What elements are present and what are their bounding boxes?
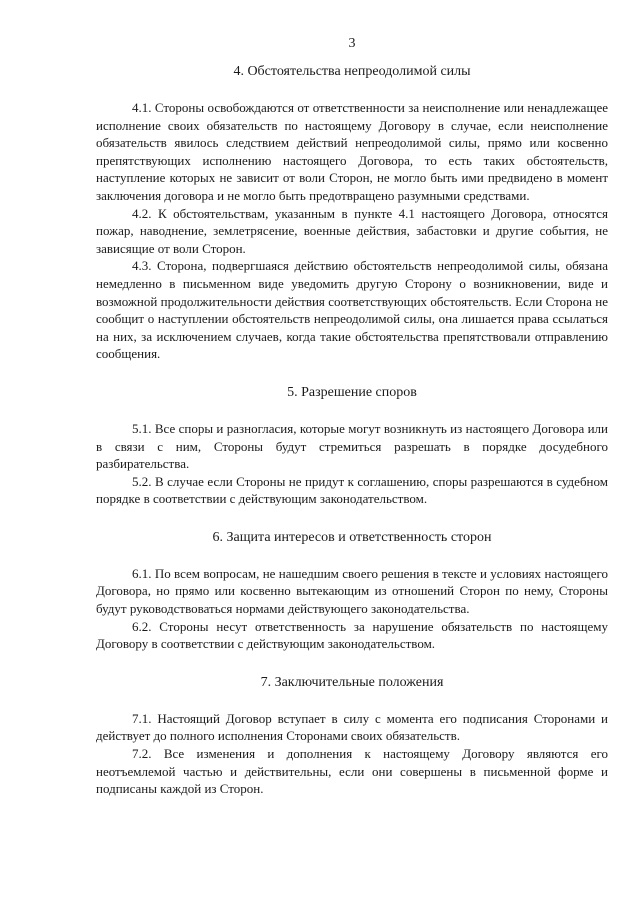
section-title: 7. Заключительные положения <box>260 674 444 690</box>
section-title: 6. Защита интересов и ответственность сторон <box>212 529 492 545</box>
document-body <box>96 64 608 798</box>
paragraph: 5.1. Все споры и разногласия, которые могут возникнуть из настоящего Договора или в связи с ним, Стороны будут стремиться разрешать в порядке досудебного разбирательства. <box>96 420 608 472</box>
paragraph: 4.3. Сторона, подвергшаяся действию обстоятельств непреодолимой силы, обязана немедленно в письменном виде уведомить другую Сторону о возникновении, виде и возможной продолжительности действия соответствующих обстоятельств. Если Сторона не сообщит о наступлении обстоятельств непреодолимой силы, она лишается права ссылаться на них, за исключением случаев, когда такие обстоятельства препятствовали отправлению сообщения. <box>96 258 608 362</box>
section-force-majeure <box>96 64 608 363</box>
page-number: 3 <box>348 36 356 51</box>
paragraph: 7.1. Настоящий Договор вступает в силу с момента его подписания Сторонами и действует до полного исполнения Сторонами своих обязательств. <box>96 710 608 744</box>
section-title: 4. Обстоятельства непреодолимой силы <box>233 64 471 79</box>
paragraph: 6.2. Стороны несут ответственность за нарушение обязательств по настоящему Договору в соответствии с действующим законодательством. <box>96 618 608 652</box>
paragraph: 4.1. Стороны освобождаются от ответственности за неисполнение или ненадлежащее исполнение своих обязательств по настоящему Договору в случае, если неисполнение обязательств явилось следствием действий непреодолимой силы, прямо или косвенно препятствующих исполнению настоящего Договора, то есть таких обстоятельств, наступление которых не зависит от воли Сторон, не могло быть ими предвидено в момент заключения договора и не могло быть предотвращено разумными средствами. <box>96 100 608 203</box>
section-liability <box>96 530 608 653</box>
section-title: 5. Разрешение споров <box>287 384 417 400</box>
section-final-provisions <box>96 675 608 798</box>
paragraph: 7.2. Все изменения и дополнения к настоящему Договору являются его неотъемлемой частью и действительны, если они совершены в письменной форме и подписаны каждой из Сторон. <box>96 746 608 797</box>
paragraph: 6.1. По всем вопросам, не нашедшим своего решения в тексте и условиях настоящего Договора, но прямо или косвенно вытекающим из отношений Сторон по нему, Стороны будут руководствоваться нормами действующего законодательства. <box>96 565 608 617</box>
paragraph: 5.2. В случае если Стороны не придут к соглашению, споры разрешаются в судебном порядке в соответствии с действующим законодательством. <box>96 473 608 507</box>
section-dispute-resolution <box>96 385 608 508</box>
paragraph: 4.2. К обстоятельствам, указанным в пункте 4.1 настоящего Договора, относятся пожар, наводнение, землетрясение, военные действия, забастовки и другие события, не зависящие от воли Сторон. <box>96 205 608 256</box>
